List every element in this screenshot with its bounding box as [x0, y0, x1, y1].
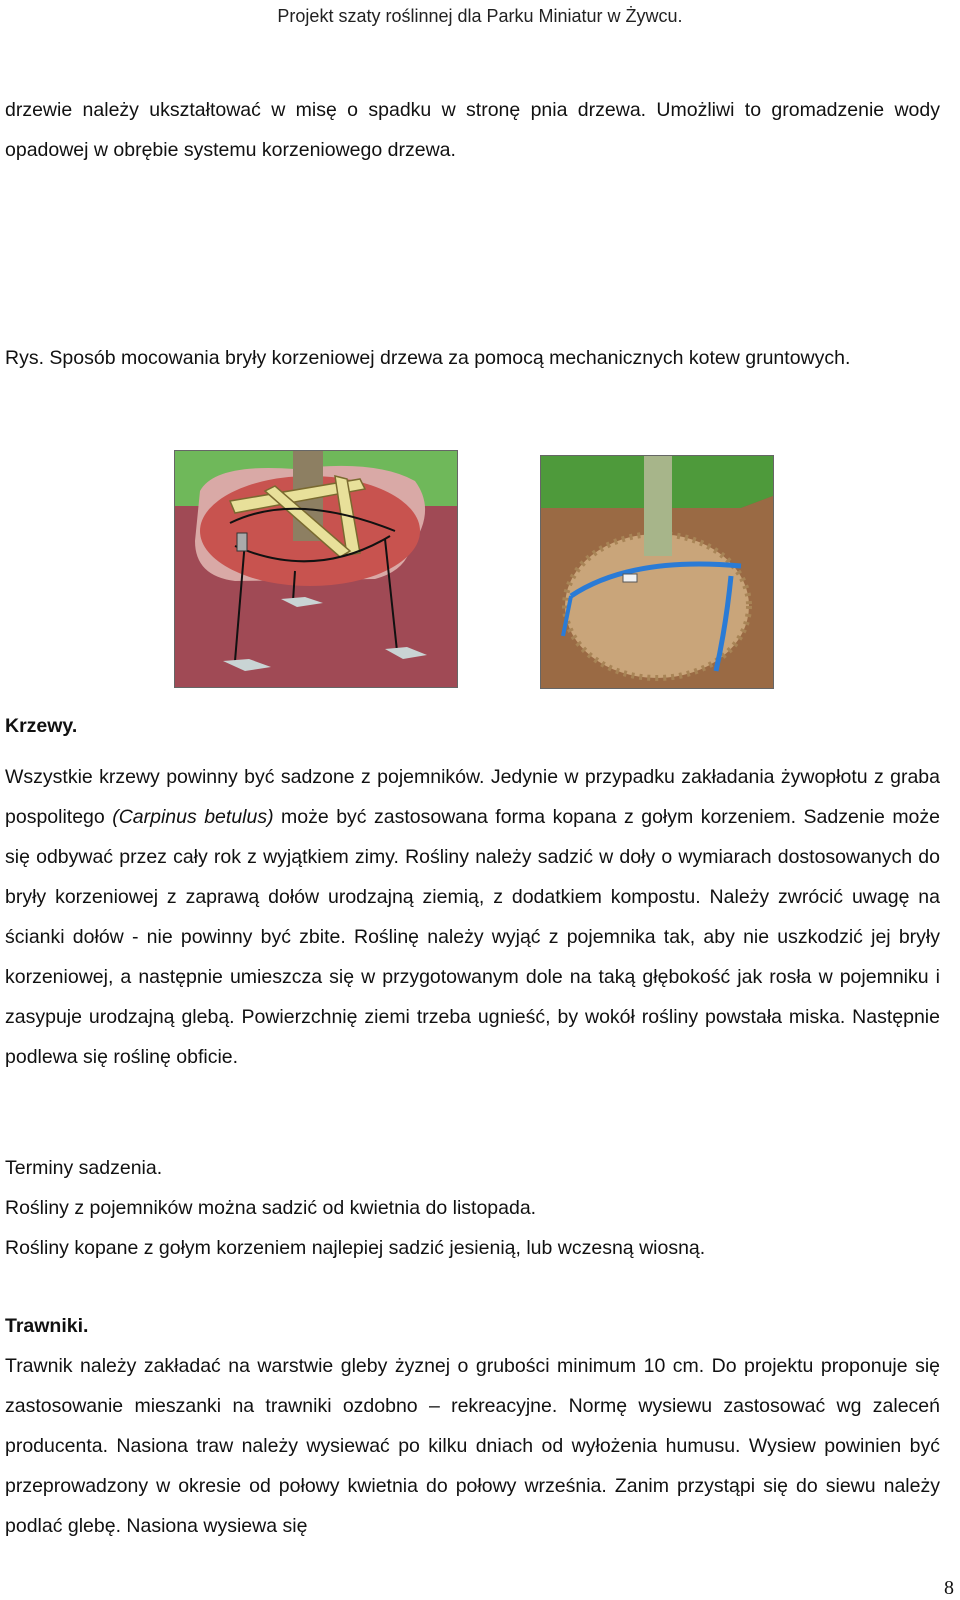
shrubs-text-part1: Wszystkie krzewy powinny być sadzone z pojemników. Jedynie w przypadku zakładania żywopłotu z graba pospolitego — [5, 766, 940, 828]
planting-dates-line-2: Rośliny kopane z gołym korzeniem najlepiej sadzić jesienią, lub wczesną wiosną. — [5, 1237, 706, 1259]
planting-dates-heading: Terminy sadzenia. — [5, 1157, 163, 1179]
root-anchor-illustration-right — [540, 455, 774, 689]
tree-trunk — [644, 456, 672, 556]
root-anchor-illustration-left — [174, 450, 458, 688]
figure-caption: Rys. Sposób mocowania bryły korzeniowej drzewa za pomocą mechanicznych kotew gruntowych. — [5, 347, 851, 369]
running-header: Projekt szaty roślinnej dla Parku Miniatur w Żywcu. — [277, 6, 683, 26]
planting-dates-line-1: Rośliny z pojemników można sadzić od kwietnia do listopada. — [5, 1197, 537, 1219]
root-anchor-diagram — [175, 451, 457, 687]
shrubs-text-part2: może być zastosowana forma kopana z gołym korzeniem. Sadzenie może się odbywać przez cały rok z wyjątkiem zimy. Rośliny należy sadzić w doły o wymiarach dostosowanych do bryły korzeniowej z zaprawą dołów urodzajną ziemią, z dodatkiem kompostu. Należy zwrócić uwagę na ścianki dołów - nie powinny być zbite. Roślinę należy wyjąć z pojemnika tak, aby nie uszkodzić jej bryły korzeniowej, a następnie umieszcza się w przygotowanym dole na taką głębokość jak rosła w pojemniku i zasypuje urodzajną glebą. Powierzchnię ziemi trzeba ugnieść, by wokół rośliny powstała miska. Następnie podlewa się roślinę obficie. — [5, 806, 940, 1068]
strap-buckle — [623, 574, 637, 582]
intro-paragraph: drzewie należy ukształtować w misę o spadku w stronę pnia drzewa. Umożliwi to gromadzenie wody opadowej w obrębie systemu korzeniowego drzewa. — [5, 99, 940, 161]
cable-tensioner — [237, 533, 247, 551]
rootball-strap-diagram — [541, 456, 773, 688]
latin-name: (Carpinus betulus) — [112, 806, 274, 828]
lawns-paragraph: Trawnik należy zakładać na warstwie gleby żyznej o grubości minimum 10 cm. Do projektu proponuje się zastosowanie mieszanki na trawniki ozdobno – rekreacyjne. Normę wysiewu zastosować wg zaleceń producenta. Nasiona traw należy wysiewać po kilku dniach od wyłożenia humusu. Wysiew powinien być przeprowadzony w okresie od połowy kwietnia do połowy września. Zanim przystąpi się do siewu należy podlać glebę. Nasiona wysiewa się — [5, 1355, 940, 1537]
lawns-heading: Trawniki. — [5, 1315, 89, 1337]
page-number: 8 — [944, 1577, 954, 1599]
shrubs-heading: Krzewy. — [5, 715, 78, 737]
shrubs-paragraph — [5, 757, 940, 1077]
